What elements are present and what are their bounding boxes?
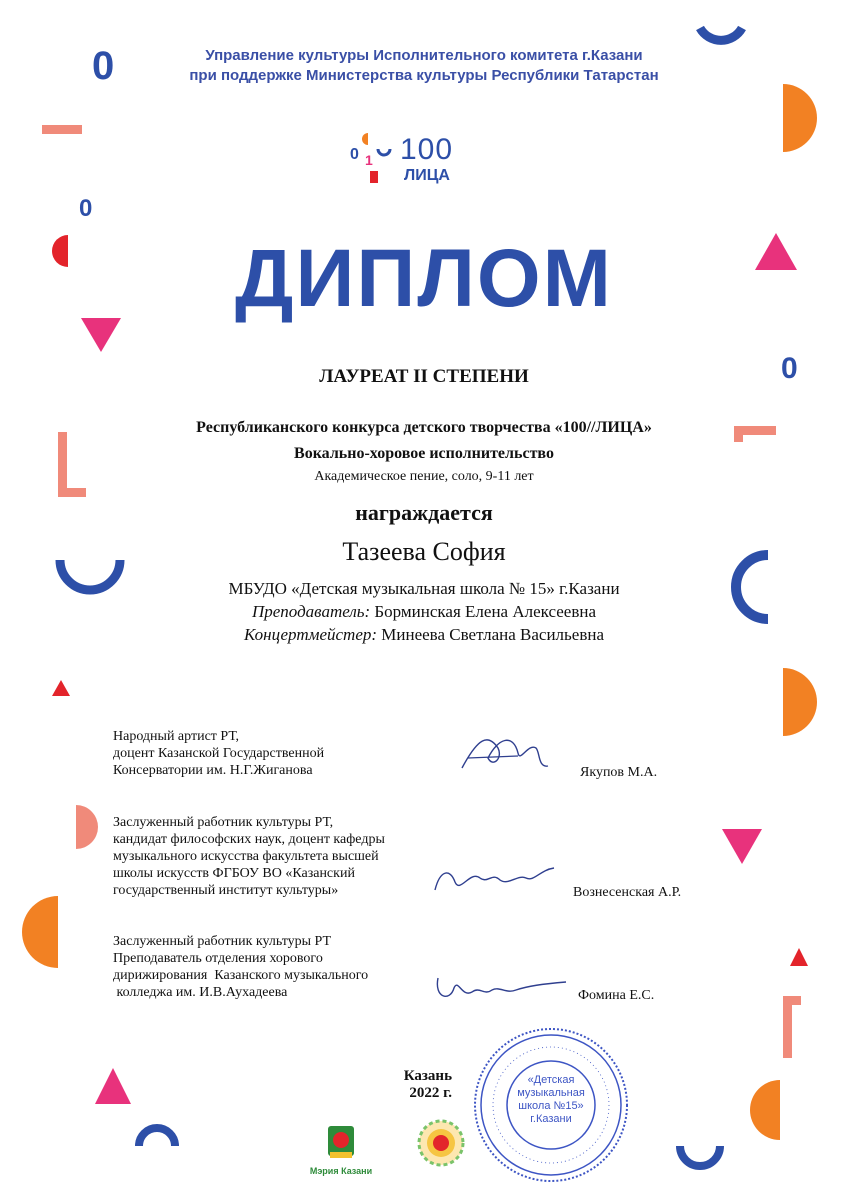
bar-shape-icon bbox=[783, 996, 792, 1058]
coat-of-arms-icon bbox=[306, 1122, 376, 1168]
teacher-name: Борминская Елена Алексеевна bbox=[374, 602, 596, 621]
stamp-text: «Детская bbox=[527, 1074, 575, 1086]
zero-shape-icon: 0 bbox=[781, 352, 798, 385]
page-title: ДИПЛОМ bbox=[235, 233, 613, 324]
accompanist-line bbox=[0, 623, 848, 646]
svg-text:0: 0 bbox=[350, 146, 359, 163]
signatory-title-line: Консерватории им. Н.Г.Жиганова bbox=[113, 763, 313, 778]
l-shape-icon bbox=[58, 432, 67, 497]
accompanist-name: Минеева Светлана Васильевна bbox=[381, 625, 604, 644]
arc-shape-icon bbox=[139, 1128, 175, 1146]
signatory-title-line: школы искусств ФГБОУ ВО «Казанский bbox=[113, 866, 355, 881]
logo-word: ЛИЦА bbox=[404, 167, 450, 184]
signatory-title bbox=[113, 814, 385, 899]
accompanist-label: Концертмейстер: bbox=[244, 625, 378, 644]
contest-logo bbox=[348, 127, 478, 187]
triangle-up-icon bbox=[52, 680, 70, 696]
sun-emblem-icon bbox=[416, 1118, 466, 1168]
teacher-label: Преподаватель: bbox=[251, 602, 371, 621]
signatory-title-line: Заслуженный работник культуры РТ bbox=[113, 934, 332, 949]
signatory-title bbox=[113, 728, 324, 779]
awarded-label: награждается bbox=[355, 500, 493, 525]
signatory-title-line: кандидат философских наук, доцент кафедры bbox=[113, 832, 385, 847]
signatory-title-line: колледжа им. И.В.Аухадеева bbox=[113, 985, 288, 1000]
arc-shape-icon bbox=[700, 28, 742, 40]
signature-image bbox=[430, 860, 560, 900]
triangle-up-icon bbox=[95, 1068, 131, 1104]
city-hall-logo bbox=[306, 1122, 376, 1182]
zero-shape-icon: 0 bbox=[92, 44, 115, 88]
official-stamp bbox=[472, 1026, 630, 1184]
contest-name: Республиканского конкурса детского творчества «100//ЛИЦА» bbox=[196, 419, 652, 436]
triangle-down-icon bbox=[722, 829, 762, 864]
signatory-title-line: Преподаватель отделения хорового bbox=[113, 951, 323, 966]
signatory-title-line: Народный артист РТ, bbox=[113, 729, 240, 744]
stamp-text: школа №15» bbox=[518, 1100, 584, 1112]
signatory-title-line: доцент Казанской Государственной bbox=[113, 746, 325, 761]
header-line-2: при поддержке Министерства культуры Республики Татарстан bbox=[189, 67, 659, 84]
logo-number: 100 bbox=[400, 133, 454, 166]
half-circle-icon bbox=[750, 1080, 780, 1140]
half-circle-icon bbox=[783, 84, 817, 152]
half-circle-icon bbox=[783, 668, 817, 736]
signature-image bbox=[432, 968, 572, 1010]
half-circle-icon bbox=[22, 896, 58, 968]
arc-shape-icon bbox=[680, 1146, 720, 1166]
signature-image bbox=[458, 728, 558, 780]
city-hall-caption: Мэрия Казани bbox=[309, 1166, 373, 1176]
header-line-1: Управление культуры Исполнительного комитета г.Казани bbox=[205, 47, 643, 64]
category: Академическое пение, соло, 9-11 лет bbox=[314, 469, 534, 484]
half-circle-icon bbox=[76, 805, 98, 849]
signatory-title-line: Заслуженный работник культуры РТ, bbox=[113, 815, 334, 830]
school-name: МБУДО «Детская музыкальная школа № 15» г.Казани bbox=[228, 579, 620, 598]
nomination: Вокально-хоровое исполнительство bbox=[294, 445, 554, 462]
signatory-title bbox=[113, 933, 368, 1001]
triangle-up-icon bbox=[790, 948, 808, 966]
year: 2022 г. bbox=[409, 1085, 452, 1101]
signatory-name: Фомина Е.С. bbox=[578, 988, 655, 1003]
stamp-text: г.Казани bbox=[530, 1113, 572, 1125]
svg-text:1: 1 bbox=[365, 152, 373, 168]
recipient-name: Тазеева София bbox=[342, 537, 506, 566]
signatory-name: Якупов М.А. bbox=[580, 765, 658, 780]
teacher-line bbox=[0, 600, 848, 623]
bar-shape-icon bbox=[42, 125, 82, 134]
stamp-text: музыкальная bbox=[517, 1087, 585, 1099]
signatory-title-line: государственный институт культуры» bbox=[113, 883, 339, 898]
signatory-name: Вознесенская А.Р. bbox=[573, 885, 682, 900]
emblem-logo bbox=[416, 1118, 466, 1168]
signatory-title-line: музыкального искусства факультета высшей bbox=[113, 849, 379, 864]
zero-shape-icon: 0 bbox=[79, 195, 93, 222]
signatory-title-line: дирижирования Казанского музыкального bbox=[113, 968, 369, 983]
city: Казань bbox=[403, 1068, 452, 1084]
laureate-degree: ЛАУРЕАТ II СТЕПЕНИ bbox=[319, 366, 529, 387]
